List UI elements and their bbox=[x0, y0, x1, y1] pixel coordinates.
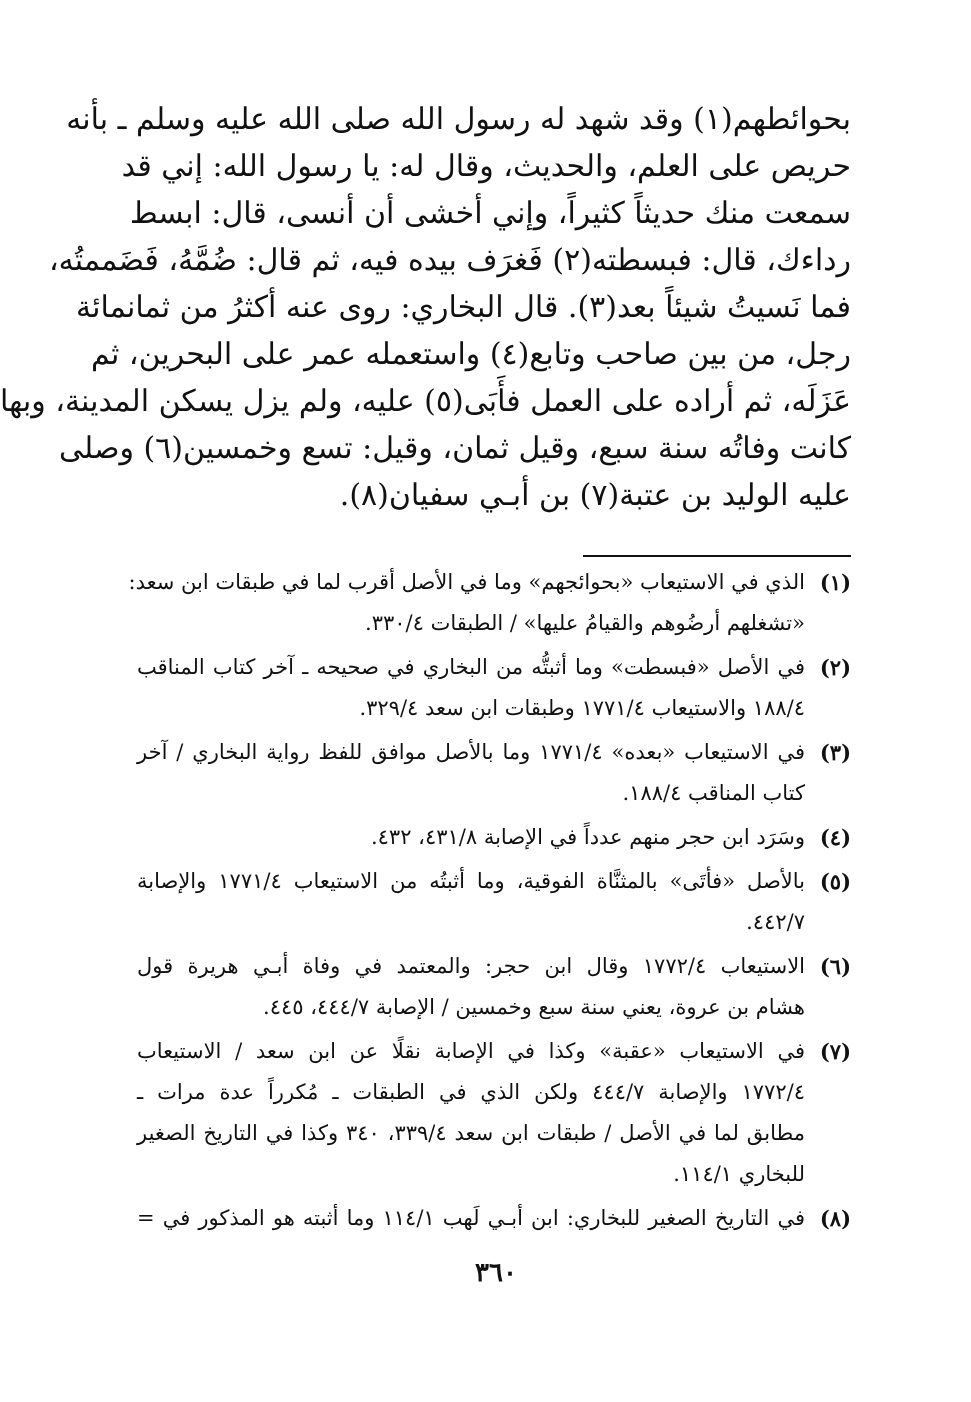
footnote-separator bbox=[583, 555, 851, 557]
footnote-4 bbox=[137, 817, 851, 858]
text-line: فما نَسيتُ شيئاً بعد(٣). قال البخاري: روى عنه أكثرُ من ثمانمائة bbox=[76, 290, 851, 325]
footnote-text bbox=[129, 562, 805, 644]
footnote-line: هشام بن عروة، يعني سنة سبع وخمسين / الإصابة ٤٤٤/٧، ٤٤٥. bbox=[263, 995, 805, 1019]
footnote-3 bbox=[137, 732, 851, 814]
footnote-line: ١٨٨/٤ والاستيعاب ١٧٧١/٤ وطبقات ابن سعد ٣٢٩/٤. bbox=[359, 696, 805, 720]
footnote-line: وسَرَد ابن حجر منهم عدداً في الإصابة ٤٣١/٨، ٤٣٢. bbox=[370, 825, 805, 849]
footnote-8 bbox=[137, 1198, 851, 1239]
footnote-line: الاستيعاب ١٧٧٢/٤ وقال ابن حجر: والمعتمد في وفاة أبـي هريرة قول bbox=[137, 954, 806, 978]
text-line: كانت وفاتُه سنة سبع، وقيل ثمان، وقيل: تسع وخمسين(٦) وصلى bbox=[59, 431, 851, 466]
footnote-line: كتاب المناقب ١٨٨/٤. bbox=[622, 781, 805, 805]
footnote-line: الذي في الاستيعاب «بحوائجهم» وما في الأصل أقرب لما في طبقات ابن سعد: bbox=[128, 570, 805, 594]
text-line: رداءك، قال: فبسطته(٢) فَغرَف بيده فيه، ثم قال: ضُمَّهُ، فَضَممتُه، bbox=[49, 243, 851, 278]
footnote-line: في الاستيعاب «عقبة» وكذا في الإصابة نقلًا عن ابن سعد / الاستيعاب bbox=[137, 1039, 805, 1063]
text-line: عَزَلَه، ثم أراده على العمل فأَبَى(٥) عليه، ولم يزل يسكن المدينة، وبها bbox=[0, 384, 851, 419]
footnote-number: (٤) bbox=[819, 825, 851, 850]
footnote-text bbox=[137, 817, 805, 858]
footnote-line: ٤٤٢/٧. bbox=[746, 910, 805, 934]
text-line: عليه الوليد بن عتبة(٧) بن أبـي سفيان(٨). bbox=[339, 478, 851, 513]
footnote-text bbox=[137, 732, 805, 814]
footnote-line: مطابق لما في الأصل / طبقات ابن سعد ٣٣٩/٤، ٣٤٠ وكذا في التاريخ الصغير bbox=[137, 1121, 806, 1145]
footnote-line: في الأصل «فبسطت» وما أثبتُّه من البخاري في صحيحه ـ آخر كتاب المناقب bbox=[137, 655, 805, 679]
footnote-text bbox=[137, 861, 805, 943]
footnote-number: (٣) bbox=[819, 740, 851, 765]
footnote-number: (٢) bbox=[819, 655, 851, 680]
footnote-number: (١) bbox=[819, 570, 851, 595]
text-line: حريص على العلم، والحديث، وقال له: يا رسول الله: إني قد bbox=[121, 149, 851, 184]
footnote-number: (٥) bbox=[819, 869, 851, 894]
footnote-6 bbox=[137, 946, 851, 1028]
text-line: بحوائطهم(١) وقد شهد له رسول الله صلى الله عليه وسلم ـ بأنه bbox=[66, 102, 851, 137]
footnote-number: (٨) bbox=[819, 1206, 851, 1231]
footnote-2 bbox=[137, 647, 851, 729]
footnote-text bbox=[137, 647, 805, 729]
footnote-line: للبخاري ١١٤/١. bbox=[673, 1162, 805, 1186]
text-line: سمعت منك حديثاً كثيراً، وإني أخشى أن أنسى، قال: ابسط bbox=[129, 196, 851, 231]
footnote-1 bbox=[128, 562, 851, 644]
page-number: ٣٦٠ bbox=[475, 1258, 517, 1288]
main-text bbox=[0, 96, 851, 519]
text-line: رجل، من بين صاحب وتابع(٤) واستعمله عمر على البحرين، ثم bbox=[91, 337, 851, 372]
footnote-5 bbox=[137, 861, 851, 943]
footnote-text bbox=[137, 1031, 805, 1195]
footnote-text bbox=[137, 1198, 805, 1239]
footnotes bbox=[128, 562, 851, 1242]
footnote-line: «تشغلهم أرضُوهم والقيامُ عليها» / الطبقات ٣٣٠/٤. bbox=[365, 611, 805, 635]
footnote-line: بالأصل «فأتَى» بالمثنَّاة الفوقية، وما أثبتُه من الاستيعاب ١٧٧١/٤ والإصابة bbox=[137, 869, 805, 893]
footnote-line: ١٧٧٢/٤ والإصابة ٤٤٤/٧ ولكن الذي في الطبقات ـ مُكرراً عدة مرات ـ bbox=[137, 1080, 805, 1104]
footnote-line: في التاريخ الصغير للبخاري: ابن أبـي لَهب ١١٤/١ وما أثبته هو المذكور في = bbox=[137, 1206, 805, 1230]
footnote-number: (٦) bbox=[819, 954, 851, 979]
footnote-7 bbox=[137, 1031, 851, 1195]
footnote-line: في الاستيعاب «بعده» ١٧٧١/٤ وما بالأصل موافق للفظ رواية البخاري / آخر bbox=[137, 740, 805, 764]
footnote-text bbox=[137, 946, 805, 1028]
footnote-number: (٧) bbox=[819, 1039, 851, 1064]
